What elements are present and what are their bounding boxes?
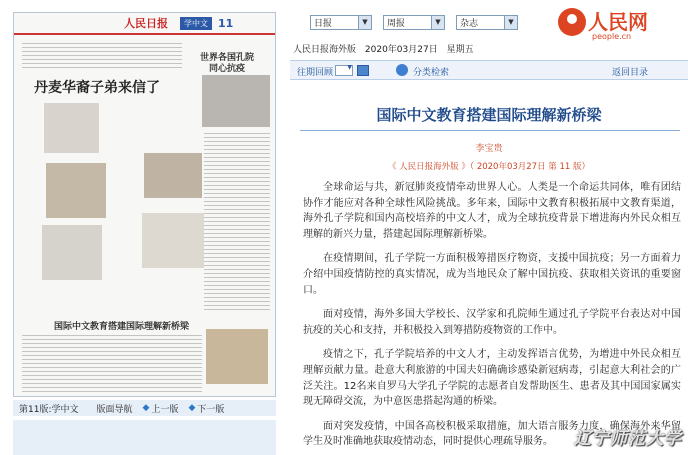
newspaper-panel xyxy=(0,0,290,455)
paper-letter-image xyxy=(44,103,99,153)
current-page-label: 第11版:学中文 xyxy=(19,404,79,415)
navigation-bar xyxy=(290,60,688,80)
article-paragraph: 面对突发疫情，中国各高校积极采取措施，加大语言服务力度，确保海外来华留学生及时准确地获取疫情动态，同时提供心理疏导服务。 xyxy=(303,420,681,448)
chevron-down-icon[interactable]: ▼ xyxy=(431,16,444,29)
chevron-down-icon[interactable]: ▼ xyxy=(504,16,517,29)
article-body xyxy=(303,180,681,455)
issue-info xyxy=(293,42,474,55)
calendar-icon[interactable] xyxy=(357,65,369,76)
article-paragraph: 面对疫情，海外多国大学校长、汉学家和孔院师生通过孔子学院平台表达对中国抗疫的关心和支持，并积极投入到筹措防疫物资的工作中。 xyxy=(303,309,681,336)
paper-photo-group xyxy=(202,75,270,127)
chevron-down-icon[interactable]: ▼ xyxy=(358,16,371,29)
university-watermark: 辽宁师范大学 xyxy=(574,429,682,449)
people-logo[interactable] xyxy=(558,6,668,42)
paper-masthead xyxy=(14,13,275,35)
top-toolbar xyxy=(290,0,688,41)
daily-select[interactable] xyxy=(310,15,372,30)
issue-weekday: 星期五 xyxy=(446,45,474,55)
search-category-icon[interactable] xyxy=(396,64,408,76)
weekly-select-value: 周报 xyxy=(387,19,406,29)
paper-section: 学中文 xyxy=(180,17,212,30)
article-author: 李宝贵 xyxy=(475,144,503,154)
weekly-select[interactable] xyxy=(383,15,445,30)
paper-page-number: 11 xyxy=(218,16,234,30)
layout-nav-link[interactable]: 版面导航 xyxy=(96,404,133,415)
paper-text-block xyxy=(22,43,182,71)
category-search-link[interactable]: 分类检索 xyxy=(413,68,450,78)
calendar-picker[interactable] xyxy=(335,65,353,76)
paper-headline-left[interactable]: 丹麦华裔子弟来信了 xyxy=(34,80,160,96)
paper-photo-drawing xyxy=(42,225,102,280)
page-nav-bar xyxy=(13,400,276,416)
paper-photo-desk xyxy=(144,153,202,198)
paper-text-column xyxy=(204,133,270,313)
prev-page-link[interactable]: 上一版 xyxy=(151,404,179,415)
article-source: 《 人民日报海外版 》（ 2020年03月27日 第 11 版） xyxy=(387,162,591,172)
paper-logo: 人民日报 xyxy=(124,17,168,30)
paper-headline-bottom[interactable]: 国际中文教育搭建国际理解新桥梁 xyxy=(54,322,190,332)
title-divider xyxy=(300,130,680,131)
paper-text-bottom xyxy=(22,335,202,393)
article-title: 国际中文教育搭建国际理解新桥梁 xyxy=(376,106,602,124)
magazine-select-value: 杂志 xyxy=(460,19,479,29)
prev-arrow-icon[interactable]: ◆ xyxy=(142,403,150,413)
publication-name: 人民日报海外版 xyxy=(293,45,357,55)
article-paragraph: 在疫情期间，孔子学院一方面积极筹措医疗物资，支援中国抗疫；另一方面着力介绍中国疫情防控的真实情况，成为当地民众了解中国抗疫、获取相关资讯的重要窗口。 xyxy=(303,253,681,296)
paper-photo-boxes xyxy=(206,329,268,384)
back-to-index-link[interactable]: 返回目录 xyxy=(612,68,649,78)
people-logo-icon xyxy=(558,8,586,36)
people-logo-name: 人民网 xyxy=(588,10,648,34)
article-paragraph: 疫情之下，孔子学院培养的中文人才，主动发挥语言优势，为增进中外民众相互理解贡献力量。赴意大利旅游的中国夫妇确确诊感染新冠病毒，引起意大利社会的广泛关注。12名来自罗马大学孔子学院的志愿者自发帮助医生、患者及其中国国家属实现无障碍交流，为中意医患搭起沟通的桥梁。 xyxy=(303,349,681,408)
next-page-link[interactable]: 下一版 xyxy=(197,404,225,415)
paper-headline-right[interactable]: 世界各国孔院同心抗疫 xyxy=(199,53,254,74)
paper-photo-writing xyxy=(142,213,204,268)
paper-photo-child xyxy=(46,163,106,218)
people-logo-url: people.cn xyxy=(592,32,632,41)
left-bottom-panel xyxy=(13,420,276,455)
issue-date: 2020年03月27日 xyxy=(364,45,438,55)
magazine-select[interactable] xyxy=(456,15,518,30)
past-issues-link[interactable]: 往期回顾 xyxy=(297,68,334,78)
next-arrow-icon[interactable]: ◆ xyxy=(188,403,196,413)
newspaper-page-thumbnail[interactable] xyxy=(13,12,276,397)
daily-select-value: 日报 xyxy=(314,19,333,29)
article-paragraph: 全球命运与共，新冠肺炎疫情牵动世界人心。人类是一个命运共同体，唯有团结协作才能应对各种全球性风险挑战。多年来，国际中文教育积极拓展中文教育渠道，海外孔子学院和国内高校培养的中文人才，成为全球抗疫背景下增进海内外民众相互理解的新兴力量，搭建起国际理解新桥梁。 xyxy=(303,182,681,240)
